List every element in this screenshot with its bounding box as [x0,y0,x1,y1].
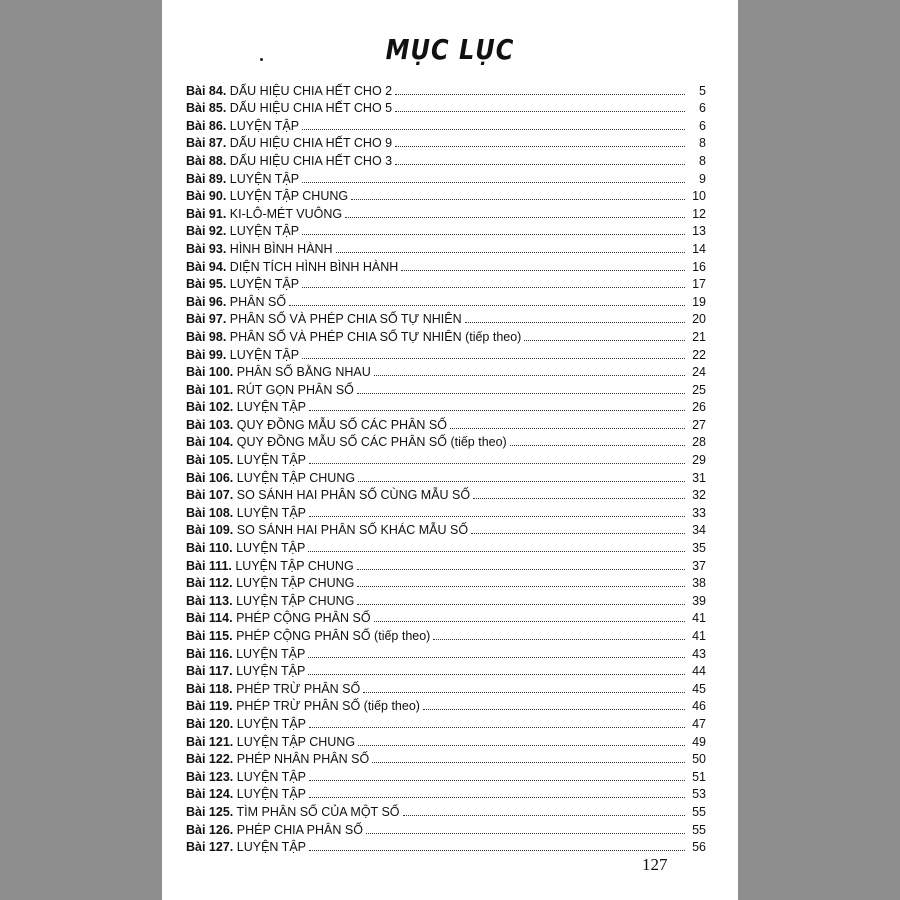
toc-entry [186,309,706,327]
toc-entry-title: PHÉP TRỪ PHÂN SỐ [236,681,361,696]
toc-entry [186,819,706,837]
toc-entry [186,573,706,591]
dot-leader [403,814,686,816]
toc-entry [186,502,706,520]
dot-leader [308,656,685,658]
toc-entry-title: LUYỆN TẬP [229,224,300,239]
toc-entry-page: 45 [692,681,706,696]
toc-entry-page: 6 [699,101,706,116]
toc-entry-title: PHÉP TRỪ PHÂN SỐ (tiếp theo) [236,699,420,714]
toc-entry-label [186,172,299,186]
toc-entry-title: DẤU HIỆU CHIA HẾT CHO 3 [229,153,393,168]
toc-entry-page: 41 [692,611,706,626]
dot-leader [309,515,685,517]
toc-entry [186,643,706,661]
dot-leader [374,374,685,376]
toc-entry-title: SO SÁNH HAI PHÂN SỐ CÙNG MẪU SỐ [236,488,471,503]
toc-entry-page: 39 [692,593,706,608]
toc-entry [186,291,706,309]
toc-entry [186,80,706,98]
dot-leader [302,286,685,288]
toc-entry-label [186,453,306,467]
toc-entry [186,625,706,643]
toc-entry-number: Bài 114. [186,611,233,626]
toc-entry-page: 22 [692,347,706,362]
toc-entry-page: 29 [692,453,706,468]
toc-entry-label [186,418,447,432]
toc-entry-number: Bài 116. [186,646,233,661]
toc-entry-title: LUYỆN TẬP [229,171,300,186]
dot-leader [471,532,685,534]
dot-leader [423,708,685,710]
toc-entry [186,590,706,608]
toc-entry-number: Bài 124. [186,787,234,802]
toc-entry-label [186,101,392,115]
dot-leader [351,198,685,200]
toc-entry-page: 34 [692,523,706,538]
dot-leader [309,409,685,411]
toc-entry-page: 35 [692,541,706,556]
toc-entry-page: 38 [692,576,706,591]
toc-entry-title: QUY ĐỒNG MẪU SỐ CÁC PHÂN SỐ (tiếp theo) [236,435,507,450]
toc-entry [186,203,706,221]
dot-leader [357,568,685,570]
toc-entry-number: Bài 123. [186,769,234,784]
toc-entry-number: Bài 85. [186,101,227,116]
toc-entry-label [186,435,507,449]
toc-entry-page: 24 [692,365,706,380]
toc-entry-title: TÌM PHÂN SỐ CỦA MỘT SỐ [236,804,400,819]
toc-entry-title: QUY ĐỒNG MẪU SỐ CÁC PHÂN SỐ [236,417,447,432]
toc-entry [186,661,706,679]
toc-entry [186,485,706,503]
toc-entry-title: PHÂN SỐ VÀ PHÉP CHIA SỐ TỰ NHIÊN (tiếp theo) [229,329,522,344]
toc-entry-label [186,682,360,696]
toc-entry-title: LUYỆN TẬP [229,277,300,292]
toc-entry-label [186,823,363,837]
toc-entry [186,537,706,555]
toc-entry-label [186,348,299,362]
page-title: MỤC LỤC [385,33,515,67]
dot-leader [309,849,685,851]
toc-entry-page: 27 [692,417,706,432]
toc-entry-page: 53 [692,787,706,802]
toc-entry-number: Bài 89. [186,171,227,186]
toc-entry-label [186,647,305,661]
toc-entry-title: LUYỆN TẬP [236,400,306,415]
dot-leader [510,444,685,446]
toc-entry-number: Bài 86. [186,118,227,133]
dot-leader [357,585,685,587]
toc-entry-label [186,295,286,309]
toc-entry-page: 31 [692,470,706,485]
toc-entry-label [186,717,306,731]
toc-entry-label [186,805,400,819]
toc-entry-page: 6 [699,118,706,133]
toc-entry-title: LUYỆN TẬP [236,787,306,802]
toc-entry-label [186,752,369,766]
toc-entry-page: 25 [692,382,706,397]
toc-entry-number: Bài 92. [186,224,227,239]
toc-entry-title: LUYỆN TẬP [236,664,306,679]
toc-entry-title: PHÂN SỐ BẰNG NHAU [236,365,371,380]
page-number: 127 [642,855,668,874]
toc-entry-number: Bài 121. [186,734,234,749]
toc-entry-label [186,136,392,150]
toc-entry [186,344,706,362]
toc-entry-label [186,383,354,397]
toc-entry-number: Bài 113. [186,593,233,608]
toc-entry-label [186,400,306,414]
toc-entry-page: 44 [692,664,706,679]
toc-entry-page: 21 [692,329,706,344]
toc-entry-number: Bài 100. [186,365,234,380]
dot-leader [345,216,685,218]
dot-leader [433,638,685,640]
toc-entry-title: HÌNH BÌNH HÀNH [229,241,333,256]
toc-entry-label [186,365,371,379]
toc-entry [186,731,706,749]
dot-leader [358,744,685,746]
toc-entry-title: LUYỆN TẬP [236,716,306,731]
toc-entry-title: LUYỆN TẬP CHUNG [235,558,354,573]
toc-entry [186,115,706,133]
toc-entry-label [186,611,371,625]
toc-entry-number: Bài 105. [186,453,234,468]
toc-entry-page: 47 [692,716,706,731]
toc-entry [186,414,706,432]
toc-entry-page: 49 [692,734,706,749]
toc-entry-label [186,242,333,256]
toc-entry [186,678,706,696]
dot-leader [395,110,685,112]
toc-entry-page: 9 [699,171,706,186]
toc-entry-page: 33 [692,505,706,520]
toc-entry-page: 17 [692,277,706,292]
toc-entry [186,432,706,450]
toc-entry-title: LUYỆN TẬP CHUNG [236,734,356,749]
toc-entry-number: Bài 94. [186,259,227,274]
toc-entry-number: Bài 117. [186,664,233,679]
toc-entry-title: PHÉP CHIA PHÂN SỐ [236,822,363,837]
toc-entry-page: 32 [692,488,706,503]
toc-entry [186,696,706,714]
toc-entry-label [186,699,420,713]
toc-entry-number: Bài 125. [186,804,234,819]
toc-entry-label [186,523,468,537]
toc-entry-title: DIỆN TÍCH HÌNH BÌNH HÀNH [229,259,399,274]
dot-leader [357,392,685,394]
toc-entry [186,150,706,168]
toc-entry-number: Bài 106. [186,470,234,485]
toc-entry-label [186,471,355,485]
toc-entry-title: PHÉP NHÂN PHÂN SỐ [236,752,370,767]
toc-entry [186,801,706,819]
toc-entry-label [186,154,392,168]
toc-entry-page: 8 [699,136,706,151]
toc-entry-number: Bài 120. [186,716,234,731]
toc-entry [186,608,706,626]
dot-leader [357,603,685,605]
dot-leader [395,163,685,165]
toc-entry-label [186,735,355,749]
toc-entry [186,467,706,485]
toc-entry-title: LUYỆN TẬP [229,347,300,362]
toc-entry-label [186,119,299,133]
toc-entry-label [186,787,306,801]
toc-entry [186,238,706,256]
dot-leader [289,304,685,306]
toc-entry-title: PHÉP CỘNG PHÂN SỐ (tiếp theo) [236,629,431,643]
toc-entry-page: 56 [692,840,706,855]
toc-entry-label [186,629,430,643]
toc-entry-number: Bài 87. [186,136,227,151]
toc-entry-label [186,559,354,573]
toc-entry-title: DẤU HIỆU CHIA HẾT CHO 9 [229,136,393,151]
dot-leader [309,726,685,728]
toc-entry-page: 51 [692,769,706,784]
dot-leader [473,497,685,499]
toc-entry [186,784,706,802]
left-margin [0,0,162,900]
toc-entry-label [186,84,392,98]
toc-entry-label [186,840,306,854]
toc-entry-number: Bài 127. [186,840,234,855]
toc-entry-title: KI-LÔ-MÉT VUÔNG [229,206,343,221]
toc-entry-number: Bài 102. [186,400,234,415]
toc-entry [186,837,706,855]
toc-entry-number: Bài 84. [186,83,227,98]
toc-entry-title: PHÉP CỘNG PHÂN SỐ [236,611,371,626]
dot-leader [302,233,685,235]
toc-entry-label [186,224,299,238]
dot-leader [309,462,685,464]
toc-entry-number: Bài 103. [186,417,234,432]
toc-entry-number: Bài 111. [186,558,232,573]
toc-entry-page: 50 [692,752,706,767]
toc-entry-label [186,277,299,291]
toc-entry-page: 43 [692,646,706,661]
toc-entry [186,379,706,397]
toc-entry-number: Bài 119. [186,699,233,714]
toc-entry-number: Bài 104. [186,435,234,450]
toc-entry-label [186,260,398,274]
toc-entry [186,186,706,204]
toc-entry-label [186,189,348,203]
toc-entry-label [186,770,306,784]
toc-entry-page: 14 [692,241,706,256]
toc-entry [186,362,706,380]
toc-entry-label [186,664,305,678]
toc-entry-title: LUYỆN TẬP CHUNG [229,189,349,204]
dot-leader [309,796,685,798]
dot-leader [366,832,685,834]
toc-entry-title: LUYỆN TẬP [236,541,306,556]
toc-entry [186,397,706,415]
toc-entry [186,133,706,151]
toc-entry-label [186,506,306,520]
toc-entry-page: 37 [692,558,706,573]
toc-entry-page: 5 [699,83,706,98]
toc-entry-title: LUYỆN TẬP [236,840,306,855]
toc-entry-number: Bài 101. [186,382,234,397]
dot-leader [401,269,685,271]
toc-entry-number: Bài 126. [186,822,234,837]
toc-entry [186,168,706,186]
toc-entry-number: Bài 99. [186,347,227,362]
toc-entry [186,256,706,274]
dot-leader [372,761,685,763]
toc-entry [186,713,706,731]
dot-leader [302,357,685,359]
toc-entry-page: 28 [692,435,706,450]
toc-entry-page: 19 [692,294,706,309]
right-margin [738,0,900,900]
toc-entry [186,98,706,116]
toc-entry-title: LUYỆN TẬP [236,505,306,520]
toc-entry [186,766,706,784]
toc-entry-page: 26 [692,400,706,415]
toc-entry-page: 10 [692,189,706,204]
toc-entry-label [186,576,354,590]
toc-entry-title: LUYỆN TẬP CHUNG [236,593,355,608]
dot-leader [302,181,685,183]
toc-entry-label [186,207,342,221]
toc-entry-number: Bài 122. [186,752,234,767]
toc-entry [186,449,706,467]
toc-entry-number: Bài 93. [186,241,227,256]
toc-entry-title: DẤU HIỆU CHIA HẾT CHO 5 [229,101,393,116]
toc-entry-title: PHÂN SỐ VÀ PHÉP CHIA SỐ TỰ NHIÊN [229,312,462,327]
toc-entry-title: LUYỆN TẬP CHUNG [236,576,355,591]
toc-entry-number: Bài 110. [186,541,233,556]
toc-entry-number: Bài 118. [186,681,233,696]
toc-entry-page: 46 [692,699,706,714]
toc-entry-label [186,594,354,608]
toc-entry-number: Bài 88. [186,153,227,168]
dot-leader [465,321,685,323]
dot-leader [336,251,685,253]
dot-leader [395,93,685,95]
toc-entry-number: Bài 90. [186,189,227,204]
toc-entry-number: Bài 96. [186,294,227,309]
table-of-contents [186,80,706,854]
toc-entry-title: SO SÁNH HAI PHÂN SỐ KHÁC MẪU SỐ [236,523,469,538]
toc-entry-title: DẤU HIỆU CHIA HẾT CHO 2 [229,83,393,98]
toc-entry-number: Bài 95. [186,277,227,292]
toc-entry [186,555,706,573]
toc-entry-label [186,541,305,555]
toc-entry-label [186,330,521,344]
toc-entry-number: Bài 115. [186,629,233,643]
toc-entry-title: LUYỆN TẬP CHUNG [236,470,356,485]
toc-entry-number: Bài 109. [186,523,234,538]
toc-entry-label [186,312,462,326]
toc-entry-title: LUYỆN TẬP [236,453,306,468]
toc-entry-title: LUYỆN TẬP [229,118,300,133]
dot-leader [309,779,685,781]
document-page [162,0,738,900]
dot-leader [358,480,685,482]
toc-entry-title: PHÂN SỐ [229,294,287,309]
toc-entry [186,221,706,239]
toc-entry-label [186,488,470,502]
toc-entry [186,326,706,344]
toc-entry-number: Bài 107. [186,488,234,503]
toc-entry-title: RÚT GỌN PHÂN SỐ [236,382,354,397]
toc-entry-number: Bài 97. [186,312,227,327]
dot-leader [363,691,685,693]
toc-entry-number: Bài 108. [186,505,234,520]
toc-entry-page: 41 [692,629,706,643]
toc-entry-page: 55 [692,822,706,837]
toc-entry-page: 55 [692,804,706,819]
toc-entry [186,274,706,292]
dot-leader [524,339,685,341]
dot-leader [302,128,685,130]
toc-entry-title: LUYỆN TẬP [236,769,306,784]
dot-leader [374,620,685,622]
dot-leader [450,427,685,429]
toc-entry-page: 16 [692,259,706,274]
toc-entry-title: LUYỆN TẬP [236,646,306,661]
toc-entry [186,749,706,767]
dot-leader [395,145,685,147]
dot-leader [308,550,685,552]
toc-entry-number: Bài 91. [186,206,227,221]
toc-entry-page: 13 [692,224,706,239]
toc-entry-number: Bài 112. [186,576,233,591]
toc-entry-page: 20 [692,312,706,327]
toc-entry [186,520,706,538]
toc-entry-number: Bài 98. [186,329,227,344]
dot-leader [308,673,685,675]
toc-entry-page: 12 [692,206,706,221]
toc-entry-page: 8 [699,153,706,168]
